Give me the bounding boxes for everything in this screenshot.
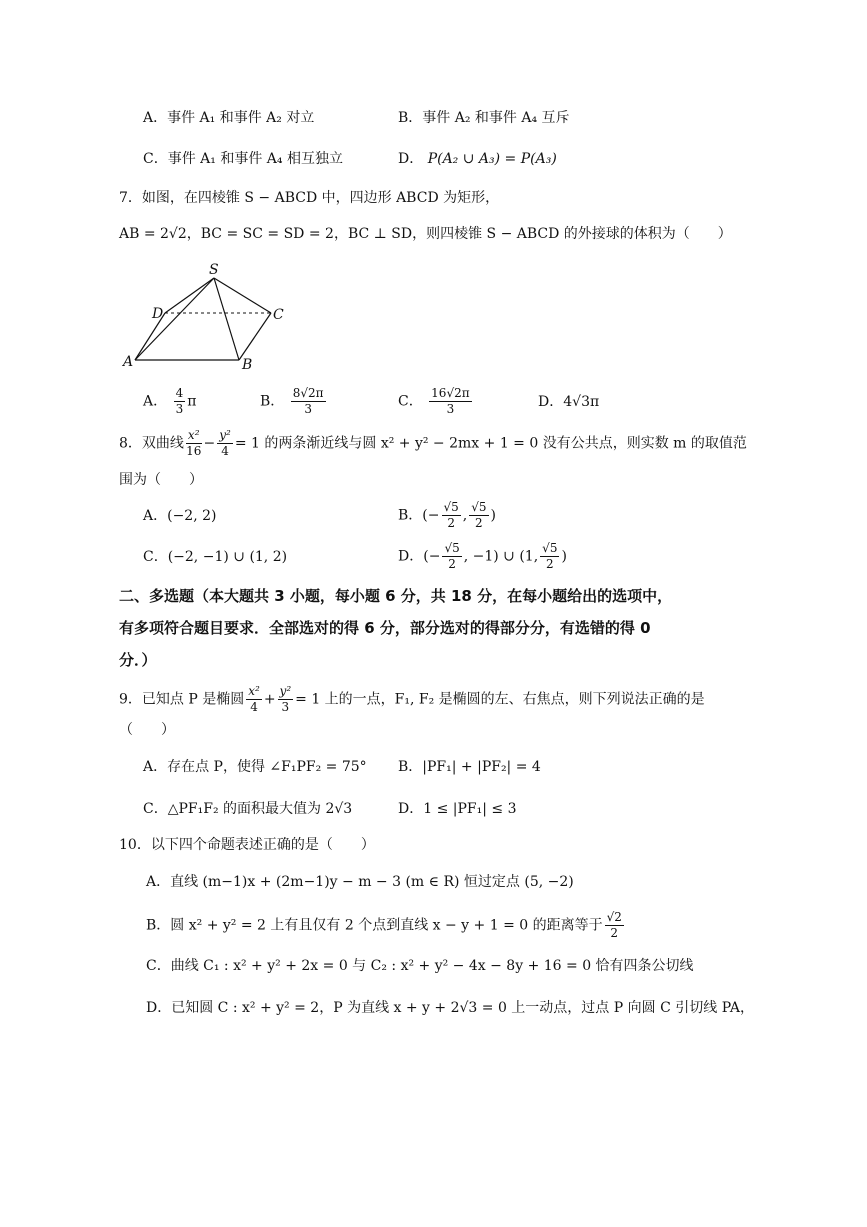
q7-option-a-frac: $\frac{4}{3}$ (175, 386, 184, 416)
label-C: C (273, 307, 284, 323)
q7-option-c-label: C． (398, 393, 423, 410)
q7-option-b (260, 386, 328, 417)
edge-BC (239, 313, 271, 360)
q6-option-d-label: D． (398, 151, 424, 167)
q6-option-d (398, 149, 557, 169)
q8-option-d: D．(− $\frac{√5}{2}$ , −1) ∪ (1, $\frac{√5}{2}$ ) (398, 541, 567, 571)
q6-option-d-expr: P(A₂ ∪ A₃) = P(A₃) (427, 151, 557, 167)
q9-option-d: D．1 ≤ |PF₁| ≤ 3 (398, 801, 517, 817)
q7-option-d (538, 392, 599, 412)
q7-option-d-expr: 4√3π (563, 394, 600, 410)
q7-option-c (398, 386, 474, 417)
q7-option-b-label: B． (260, 393, 285, 410)
section2-heading-line1: 二、多选题（本大题共 3 小题，每小题 6 分，共 18 分，在每小题给出的选项中， (119, 587, 673, 605)
q6-option-a: A．事件 A₁ 和事件 A₂ 对立 (143, 110, 315, 126)
q9-option-a: A．存在点 P，使得 ∠F₁PF₂ = 75° (143, 759, 367, 775)
q8-stem-line1: 8．双曲线 $\frac{\text{x²}}{16}$ − $\frac{\text{y²}}{4}$ = 1 的两条渐近线与圆 x² + y² − 2mx + 1 = 0 没有公共点，则实数 m 的取值范 (119, 428, 747, 458)
q10-option-c: C．曲线 C₁ : x² + y² + 2x = 0 与 C₂ : x² + y² − 4x − 8y + 16 = 0 恰有四条公切线 (146, 958, 694, 974)
q7-option-a: A． $\frac{4}{3}$ π (143, 386, 197, 416)
q10-option-a: A．直线 (m−1)x + (2m−1)y − m − 3 (m ∈ R) 恒过定点 (5, −2) (146, 874, 574, 890)
q7-option-a-label: A． (143, 393, 168, 410)
q8-stem-line2: 围为（ ） (119, 472, 203, 488)
q6-option-c: C．事件 A₁ 和事件 A₄ 相互独立 (143, 151, 343, 167)
section2-heading-line2: 有多项符合题目要求．全部选对的得 6 分，部分选对的得部分分，有选错的得 0 (119, 619, 651, 637)
q8-option-b: B．(− $\frac{√5}{2}$ , $\frac{√5}{2}$ ) (398, 500, 496, 530)
q7-stem-line2: AB = 2√2，BC = SC = SD = 2，BC ⊥ SD，则四棱锥 S − ABCD 的外接球的体积为（ ） (119, 226, 732, 242)
section2-heading-line3: 分．） (119, 651, 157, 669)
label-S: S (209, 262, 219, 278)
q9-option-b: B．|PF₁| + |PF₂| = 4 (398, 759, 541, 775)
q10-option-d: D．已知圆 C : x² + y² = 2，P 为直线 x + y + 2√3 = 0 上一动点，过点 P 向圆 C 引切线 PA， (146, 1000, 754, 1016)
edge-SA (135, 278, 214, 360)
label-A: A (123, 354, 134, 370)
label-B: B (242, 357, 253, 373)
q8-option-a: A．(−2, 2) (143, 508, 217, 524)
q8-option-c: C．(−2, −1) ∪ (1, 2) (143, 549, 288, 565)
q6-option-b: B．事件 A₂ 和事件 A₄ 互斥 (398, 110, 570, 126)
edge-SD (165, 278, 214, 313)
q9-stem-line1: 9．已知点 P 是椭圆 $\frac{\text{x²}}{4}$ + $\frac{\text{y²}}{3}$ = 1 上的一点，F₁, F₂ 是椭圆的左、右焦点，则下列说法正确的是 (119, 684, 705, 714)
q10-option-b: B．圆 x² + y² = 2 上有且仅有 2 个点到直线 x − y + 1 = 0 的距离等于 $\frac{√2}{2}$ (146, 910, 622, 940)
q7-option-b-frac: $\frac{8√2\pi}{3}$ (292, 386, 324, 416)
q7-pyramid-figure (115, 258, 300, 373)
q7-option-c-frac: $\frac{16√2\pi}{3}$ (431, 386, 470, 416)
edge-SB (214, 278, 239, 360)
q7-option-d-label: D． (538, 394, 564, 410)
q7-stem-line1: 7．如图，在四棱锥 S − ABCD 中，四边形 ABCD 为矩形， (119, 190, 500, 206)
label-D: D (152, 306, 164, 322)
q9-stem-line2: （ ） (119, 722, 175, 738)
q10-stem: 10．以下四个命题表述正确的是（ ） (119, 837, 375, 853)
q9-option-c: C．△PF₁F₂ 的面积最大值为 2√3 (143, 801, 353, 817)
